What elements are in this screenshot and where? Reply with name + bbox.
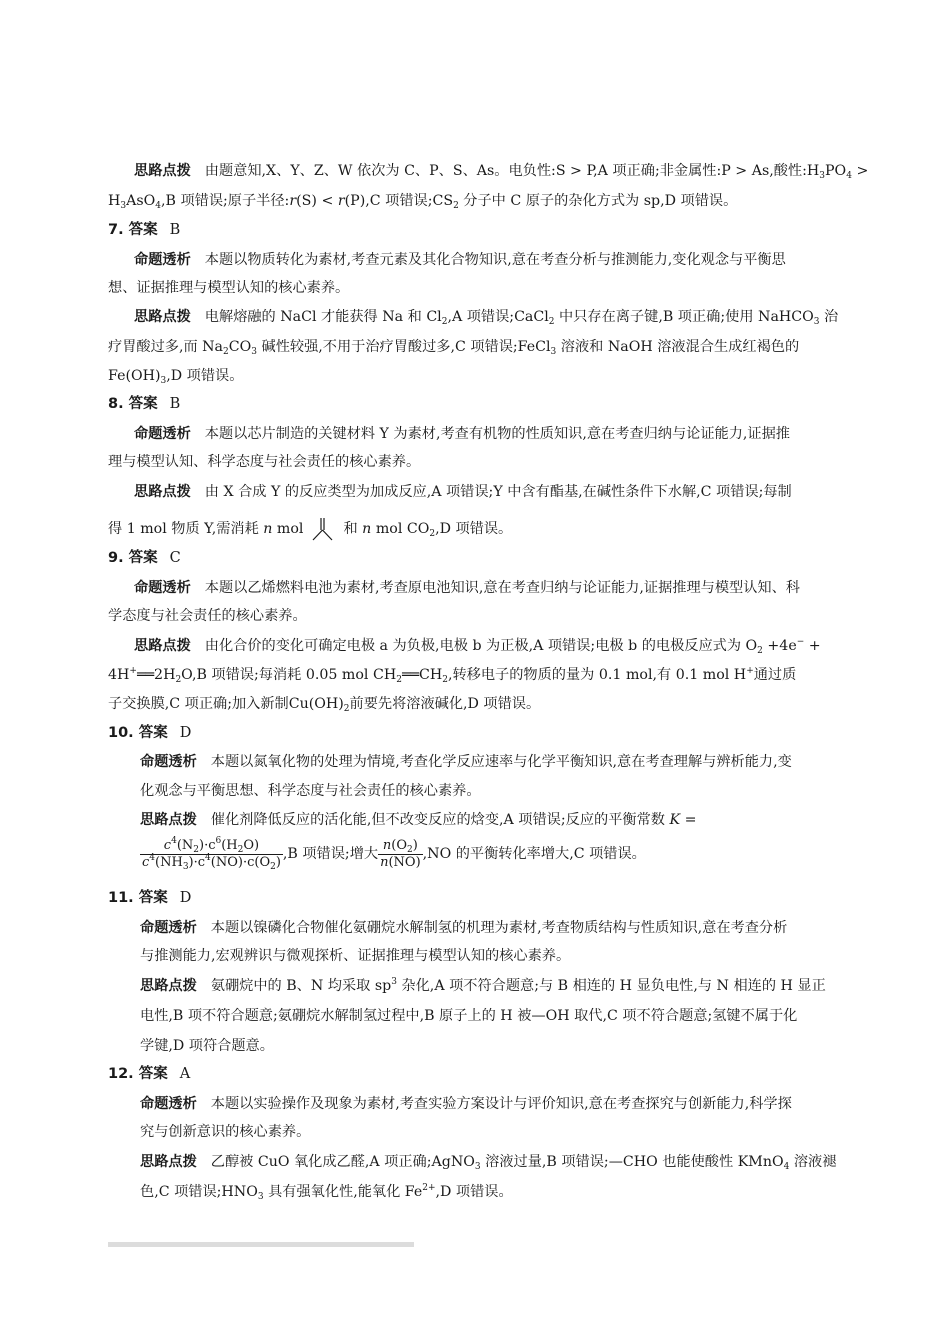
q10-answer-heading: 10. 答案 D <box>108 725 192 741</box>
q12-analysis-line-2: 色,C 项错误$;HNO_3$ 具有强氧化性,能氧化 $Fe^{2+},D$ 项错误。 <box>140 1183 513 1202</box>
q8-answer-heading: 8. 答案 B <box>108 396 181 412</box>
q7-intent-line-2: 想、证据推理与模型认知的核心素养。 <box>108 280 350 296</box>
q7-intent-line-1: 命题透析 本题以物质转化为素材,考查元素及其化合物知识,意在考查分析与推测能力,变化观念与平衡思 <box>134 252 786 268</box>
q7-analysis-line-2: 疗胃酸过多,而 $Na_2CO_3$ 碱性较强,不用于治疗胃酸过多,C 项错误;FeCl$_3$ 溶液和 NaOH 溶液混合生成红褐色的 <box>108 339 800 357</box>
ratio-fraction: $\frac{n(O_2)}{n(NO)}$ <box>380 837 421 870</box>
analysis-label: 思路点拨 <box>134 309 191 325</box>
q9-analysis-line-1: 思路点拨 由化合价的变化可确定电极 a 为负极,电极 b 为正极,A 项错误;电极 b 的电极反应式为 $O_2 +4e^-$ + <box>134 637 821 656</box>
q11-intent-line-2: 与推测能力,宏观辨识与微观探析、证据推理与模型认知的核心素养。 <box>140 948 571 964</box>
q10-analysis-line-2: $\frac{c^4(N_2)\cdot c^6(H_2O)}{c^4(NH_3)\cdot c^4(NO)\cdot c(O_2)}$ ,B 项错误;增大 $\frac{n(O_2)}{n(NO)}$ ,NO 的平衡转化率增大,C 项错误。 <box>142 835 646 872</box>
q12-intent-line-1: 命题透析 本题以实验操作及现象为素材,考查实验方案设计与评价知识,意在考查探究与创新能力,科学探 <box>140 1096 792 1112</box>
isobutene-structure-icon <box>311 516 335 542</box>
q11-answer-heading: 11. 答案 D <box>108 890 192 906</box>
q10-answer: D <box>179 725 192 741</box>
q9-intent-line-1: 命题透析 本题以乙烯燃料电池为素材,考查原电池知识,意在考查归纳与论证能力,证据推理与模型认知、科 <box>134 580 800 596</box>
footer-divider <box>108 1242 414 1247</box>
intent-label: 命题透析 <box>140 1096 197 1112</box>
analysis-label: 思路点拨 <box>140 1154 197 1170</box>
q8-analysis-line-1: 思路点拨 由 X 合成 Y 的反应类型为加成反应,A 项错误;Y 中含有酯基,在碱性条件下水解,C 项错误;每制 <box>134 484 792 500</box>
q7-answer: B <box>169 222 181 238</box>
q9-analysis-line-3: 子交换膜,C 项正确;加入新制$Cu(OH)_2$前要先将溶液碱化,D 项错误。 <box>108 696 541 714</box>
q10-intent-line-2: 化观念与平衡思想、科学态度与社会责任的核心素养。 <box>140 783 481 799</box>
q10-analysis-line-1: 思路点拨 催化剂降低反应的活化能,但不改变反应的焓变,A 项错误;反应的平衡常数 K = <box>140 812 697 828</box>
q8-intent-line-2: 理与模型认知、科学态度与社会责任的核心素养。 <box>108 454 421 470</box>
q9-analysis-line-2: $4H^+══2H_2O,B$ 项错误;每消耗 0.05 mol $CH_2══CH_2$,转移电子的物质的量为 0.1 mol,有 0.1 mol H+通过质 <box>108 666 797 685</box>
q11-analysis-line-3: 学键,D 项符合题意。 <box>140 1038 274 1054</box>
analysis-label: 思路点拨 <box>140 812 197 828</box>
q11-intent-line-1: 命题透析 本题以镍磷化合物催化氨硼烷水解制氢的机理为素材,考查物质结构与性质知识,意在考查分析 <box>140 920 788 936</box>
q11-answer: D <box>179 890 192 906</box>
q9-answer: C <box>169 550 181 566</box>
equilibrium-constant-fraction: $\frac{c^4(N_2)\cdot c^6(H_2O)}{c^4(NH_3)\cdot c^4(NO)\cdot c(O_2)}$ <box>142 835 281 872</box>
analysis-label: 思路点拨 <box>134 484 191 500</box>
q7-analysis-line-1: 思路点拨 电解熔融的 NaCl 才能获得 Na 和 $Cl_2,A$ 项错误;CaCl$_2$ 中只存在离子键,B 项正确;使用 NaHCO$_3$ 治 <box>134 309 839 327</box>
q9-answer-heading: 9. 答案 C <box>108 550 181 566</box>
q10-intent-line-1: 命题透析 本题以氮氧化物的处理为情境,考查化学反应速率与化学平衡知识,意在考查理解与辨析能力,变 <box>140 754 792 770</box>
intent-label: 命题透析 <box>134 580 191 596</box>
q8-answer: B <box>169 396 181 412</box>
intent-label: 命题透析 <box>140 920 197 936</box>
q6-analysis-line-2: $H_3AsO_4,B$ 项错误;原子半径:r(S) < r(P),C 项错误$;CS_2$ 分子中 C 原子的杂化方式为 sp,D 项错误。 <box>108 193 738 211</box>
q11-analysis-line-1: 思路点拨 氨硼烷中的 B、N 均采取 $sp^3$ 杂化,A 项不符合题意;与 B 相连的 H 显负电性,与 N 相连的 H 显正 <box>140 977 826 994</box>
q6-analysis-line-1: 思路点拨 由题意知,X、Y、Z、W 依次为 C、P、S、As。电负性:S > P,A 项正确;非金属性:P > As,酸性$:H_3PO_4$ > <box>134 163 869 181</box>
intent-label: 命题透析 <box>140 754 197 770</box>
q12-answer-heading: 12. 答案 A <box>108 1066 191 1082</box>
intent-label: 命题透析 <box>134 252 191 268</box>
q12-intent-line-2: 究与创新意识的核心素养。 <box>140 1124 311 1140</box>
intent-label: 命题透析 <box>134 426 191 442</box>
analysis-label: 思路点拨 <box>134 638 191 654</box>
q11-analysis-line-2: 电性,B 项不符合题意;氨硼烷水解制氢过程中,B 原子上的 H 被—OH 取代,C 项不符合题意;氢键不属于化 <box>140 1008 798 1024</box>
q7-answer-heading: 7. 答案 B <box>108 222 181 238</box>
q7-analysis-line-3: $Fe(OH)_3,D$ 项错误。 <box>108 368 244 386</box>
q9-intent-line-2: 学态度与社会责任的核心素养。 <box>108 608 307 624</box>
analysis-label: 思路点拨 <box>134 163 191 179</box>
analysis-label: 思路点拨 <box>140 978 197 994</box>
q12-analysis-line-1: 思路点拨 乙醇被 CuO 氧化成乙醛,A 项正确;AgNO$_3$ 溶液过量,B 项错误;—CHO 也能使酸性 KMnO$_4$ 溶液褪 <box>140 1154 837 1172</box>
q12-answer: A <box>179 1066 191 1082</box>
q8-analysis-line-2: 得 1 mol 物质 Y,需消耗 n mol 和 n mol $CO_2,D$ 项错误。 <box>108 516 512 542</box>
q8-intent-line-1: 命题透析 本题以芯片制造的关键材料 Y 为素材,考查有机物的性质知识,意在考查归纳与论证能力,证据推 <box>134 426 790 442</box>
